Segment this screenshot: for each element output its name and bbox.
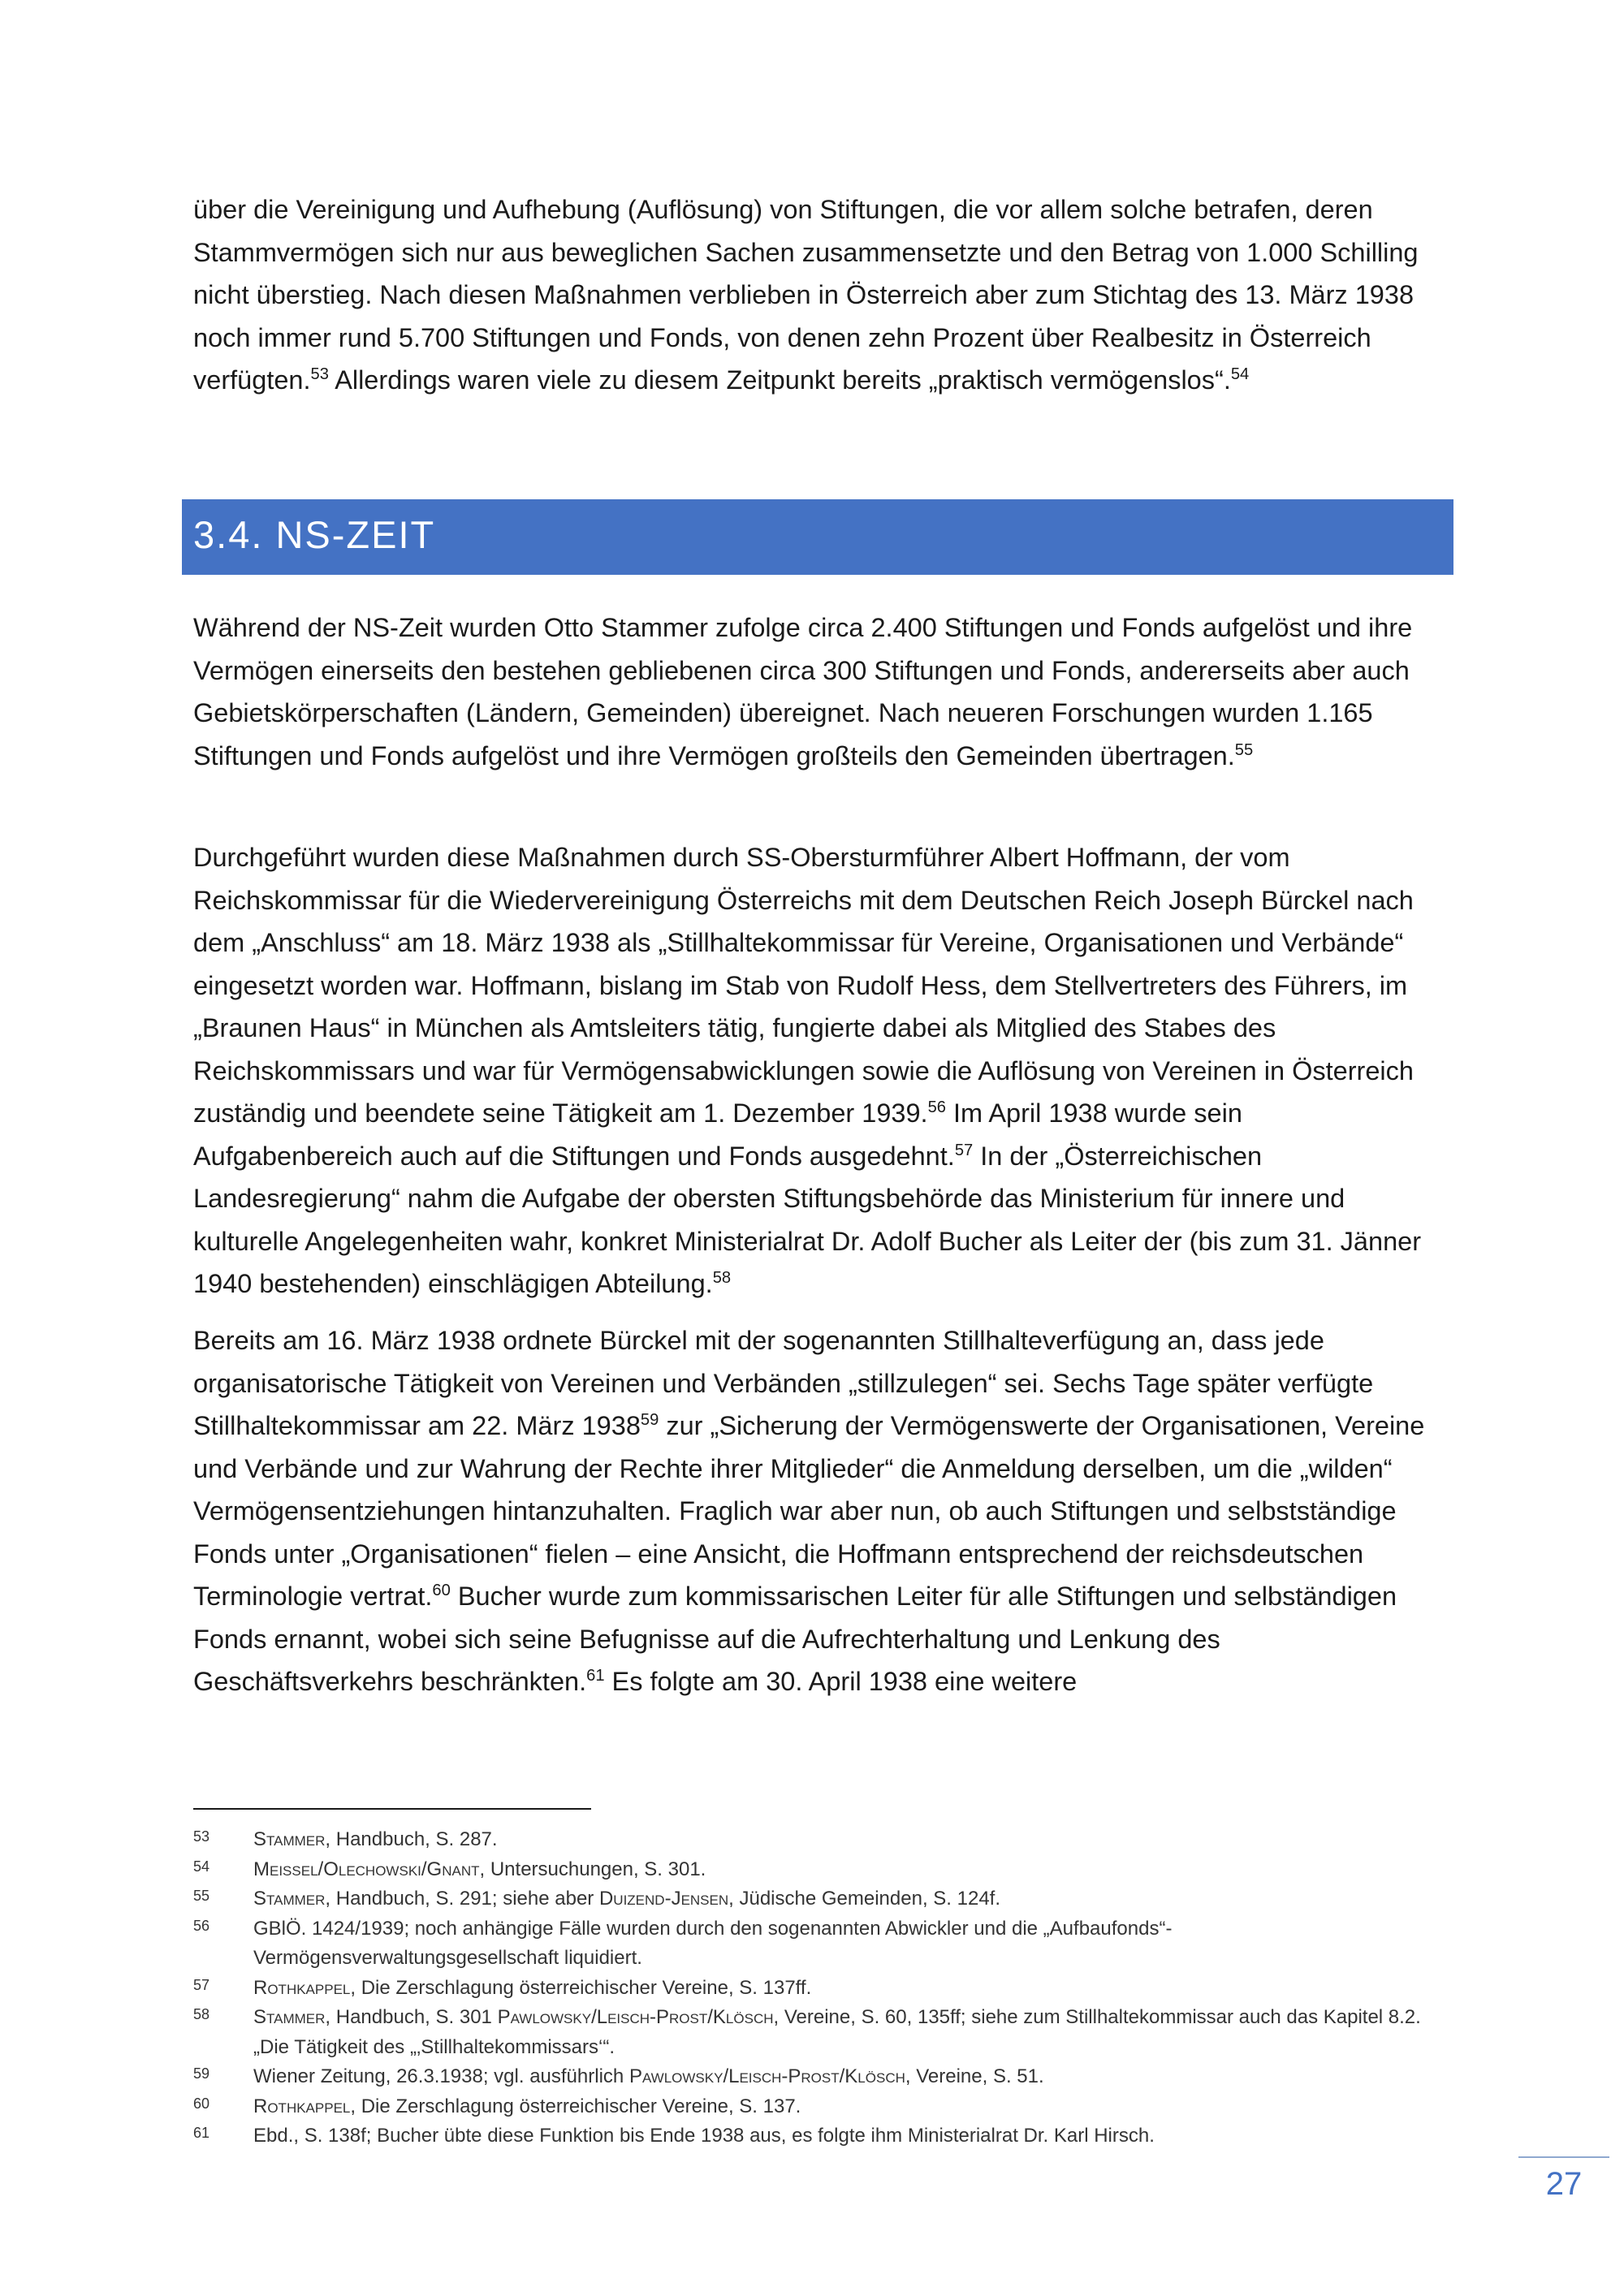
footnote-number: 56 [193, 1917, 210, 1934]
footnote-number: 60 [193, 2095, 210, 2112]
footnote-separator [193, 1808, 591, 1810]
footnote-ref-55[interactable]: 55 [1234, 740, 1254, 759]
footnote-text: Untersuchungen, S. 301. [485, 1858, 706, 1880]
footnote-number: 55 [193, 1888, 210, 1904]
paragraph-4-text: Bereits am 16. März 1938 ordnete Bürckel mit der sogenannten Stillhalteverfügung an, dass jede organisatorische Tätigkeit von Vereinen und Verbänden „stillzulegen“ sei. Sechs Tage später verfügte Stillhaltekommissar am 22. März 1938 [193, 1326, 1374, 1440]
footnote-number: 59 [193, 2065, 210, 2082]
footnote-text: Handbuch, S. 287. [330, 1828, 498, 1850]
footnote-author: Meissel/Olechowski/Gnant, [253, 1858, 486, 1880]
footnote-text: Die Zerschlagung österreichischer Vereine, S. 137. [356, 2095, 801, 2117]
footnote-author: Rothkappel, [253, 2095, 356, 2117]
footnote-ref-53[interactable]: 53 [310, 365, 329, 384]
footnote-author: Stammer, [253, 2006, 331, 2028]
section-heading-text: 3.4. NS-ZEIT [193, 513, 436, 556]
footnote-number: 54 [193, 1858, 210, 1875]
footnote-ref-59[interactable]: 59 [640, 1411, 659, 1430]
paragraph-3-text-b: Im April 1938 wurde sein Aufgabenbereich auch auf die Stiftungen und Fonds ausgedehnt. [193, 1098, 1242, 1171]
footnote [193, 1825, 1460, 1855]
paragraph-2 [193, 606, 1444, 777]
paragraph-1 [193, 188, 1444, 402]
footnote [193, 1884, 1460, 1914]
footnote-text-2: Vereine, S. 51. [910, 2065, 1044, 2087]
footnote-text-2: Jüdische Gemeinden, S. 124f. [733, 1888, 1001, 1910]
page-number-rule [1518, 2156, 1609, 2158]
paragraph-1-text: über die Vereinigung und Aufhebung (Auflösung) von Stiftungen, die vor allem solche betrafen, deren Stammvermögen sich nur aus beweglichen Sachen zusammensetzte und den Betrag von 1.000 Schilling nicht überstieg. Nach diesen Maßnahmen verblieben in Österreich aber zum Stichtag des 13. März 1938 noch immer rund 5.700 Stiftungen und Fonds, von denen zehn Prozent über Realbesitz in Österreich verfügten. [193, 195, 1419, 395]
footnote [193, 1974, 1460, 2004]
paragraph-1-text-b: Allerdings waren viele zu diesem Zeitpunkt bereits „praktisch vermögenslos“. [328, 365, 1231, 395]
footnote-ref-54[interactable]: 54 [1230, 365, 1250, 384]
paragraph-4-text-d: Es folgte am 30. April 1938 eine weitere [604, 1667, 1078, 1696]
footnote-text: Ebd., S. 138f; Bucher übte diese Funktion bis Ende 1938 aus, es folgte ihm Ministerialrat Dr. Karl Hirsch. [253, 2125, 1155, 2147]
footnote-number: 58 [193, 2006, 210, 2022]
footnote [193, 2092, 1460, 2122]
section-heading [182, 499, 1453, 575]
footnote-text-2: Vereine, S. 60, 135ff; siehe zum Stillhaltekommissar auch das Kapitel 8.2. „Die Tätigkeit des „‚Stillhaltekommissars‘“. [253, 2006, 1421, 2058]
footnote-author-2: Duizend-Jensen, [598, 1888, 734, 1910]
paragraph-3-text: Durchgeführt wurden diese Maßnahmen durch SS-Obersturmführer Albert Hoffmann, der vom Reichskommissar für die Wiedervereinigung Österreichs mit dem Deutschen Reich Joseph Bürckel nach dem „Anschluss“ am 18. März 1938 als „Stillhaltekommissar für Vereine, Organisationen und Verbände“ eingesetzt worden war. Hoffmann, bislang im Stab von Rudolf Hess, dem Stellvertreters des Führers, im „Braunen Haus“ in München als Amtsleiters tätig, fungierte dabei als Mitglied des Stabes des Reichskommissars und war für Vermögensabwicklungen sowie die Auflösung von Vereinen in Österreich zuständig und beendete seine Tätigkeit am 1. Dezember 1939. [193, 843, 1414, 1128]
footnote [193, 2003, 1460, 2062]
footnote-author-2: Pawlowsky/Leisch-Prost/Klösch, [628, 2065, 911, 2087]
footnote-ref-57[interactable]: 57 [954, 1141, 974, 1159]
footnotes [193, 1825, 1460, 2151]
footnote [193, 2062, 1460, 2092]
footnote-ref-60[interactable]: 60 [432, 1582, 451, 1600]
footnote-number: 57 [193, 1976, 210, 1993]
footnote-ref-56[interactable]: 56 [927, 1098, 946, 1117]
footnote [193, 1914, 1460, 1974]
footnote-ref-58[interactable]: 58 [712, 1269, 732, 1288]
footnote [193, 1855, 1460, 1885]
footnote-text: Handbuch, S. 291; siehe aber [330, 1888, 599, 1910]
footnote-author-2: Pawlowsky/Leisch-Prost/Klösch, [497, 2006, 780, 2028]
paragraph-3 [193, 836, 1444, 1306]
footnote-text: Handbuch, S. 301 [330, 2006, 498, 2028]
paragraph-4 [193, 1319, 1444, 1703]
footnote-number: 61 [193, 2125, 210, 2141]
footnote-text: GBlÖ. 1424/1939; noch anhängige Fälle wurden durch den sogenannten Abwickler und die „Aufbaufonds“-Vermögensverwaltungsgesellschaft liquidiert. [253, 1917, 1173, 1969]
paragraph-2-text: Während der NS-Zeit wurden Otto Stammer zufolge circa 2.400 Stiftungen und Fonds aufgelöst und ihre Vermögen einerseits den bestehen gebliebenen circa 300 Stiftungen und Fonds, andererseits aber auch Gebietskörperschaften (Ländern, Gemeinden) übereignet. Nach neueren Forschungen wurden 1.165 Stiftungen und Fonds aufgelöst und ihre Vermögen großteils den Gemeinden übertragen. [193, 613, 1413, 770]
footnote-ref-61[interactable]: 61 [586, 1667, 605, 1685]
footnote-text: Wiener Zeitung, 26.3.1938; vgl. ausführlich [253, 2065, 629, 2087]
footnote-text: Die Zerschlagung österreichischer Vereine, S. 137ff. [356, 1976, 812, 1999]
footnote-author: Rothkappel, [253, 1976, 356, 1999]
footnote-author: Stammer, [253, 1828, 331, 1850]
page-number: 27 [1545, 2166, 1583, 2202]
footnote-number: 53 [193, 1828, 210, 1845]
footnote-author: Stammer, [253, 1888, 331, 1910]
paragraph-3-text-c: In der „Österreichischen Landesregierung“ nahm die Aufgabe der obersten Stiftungsbehörde das Ministerium für innere und kulturelle Angelegenheiten wahr, konkret Ministerialrat Dr. Adolf Bucher als Leiter der (bis zum 31. Jänner 1940 bestehenden) einschlägigen Abteilung. [193, 1141, 1422, 1298]
paragraph-4-text-b: zur „Sicherung der Vermögenswerte der Organisationen, Vereine und Verbände und zur Wahrung der Rechte ihrer Mitglieder“ die Anmeldung derselben, um die „wilden“ Vermögensentziehungen hintanzuhalten. Fraglich war aber nun, ob auch Stiftungen und selbstständige Fonds unter „Organisationen“ fielen – eine Ansicht, die Hoffmann entsprechend der reichsdeutschen Terminologie vertrat. [193, 1411, 1425, 1611]
footnote [193, 2121, 1460, 2151]
paragraph-4-text-c: Bucher wurde zum kommissarischen Leiter für alle Stiftungen und selbständigen Fonds ernannt, wobei sich seine Befugnisse auf die Aufrechterhaltung und Lenkung des Geschäftsverkehrs beschränkten. [193, 1582, 1397, 1696]
